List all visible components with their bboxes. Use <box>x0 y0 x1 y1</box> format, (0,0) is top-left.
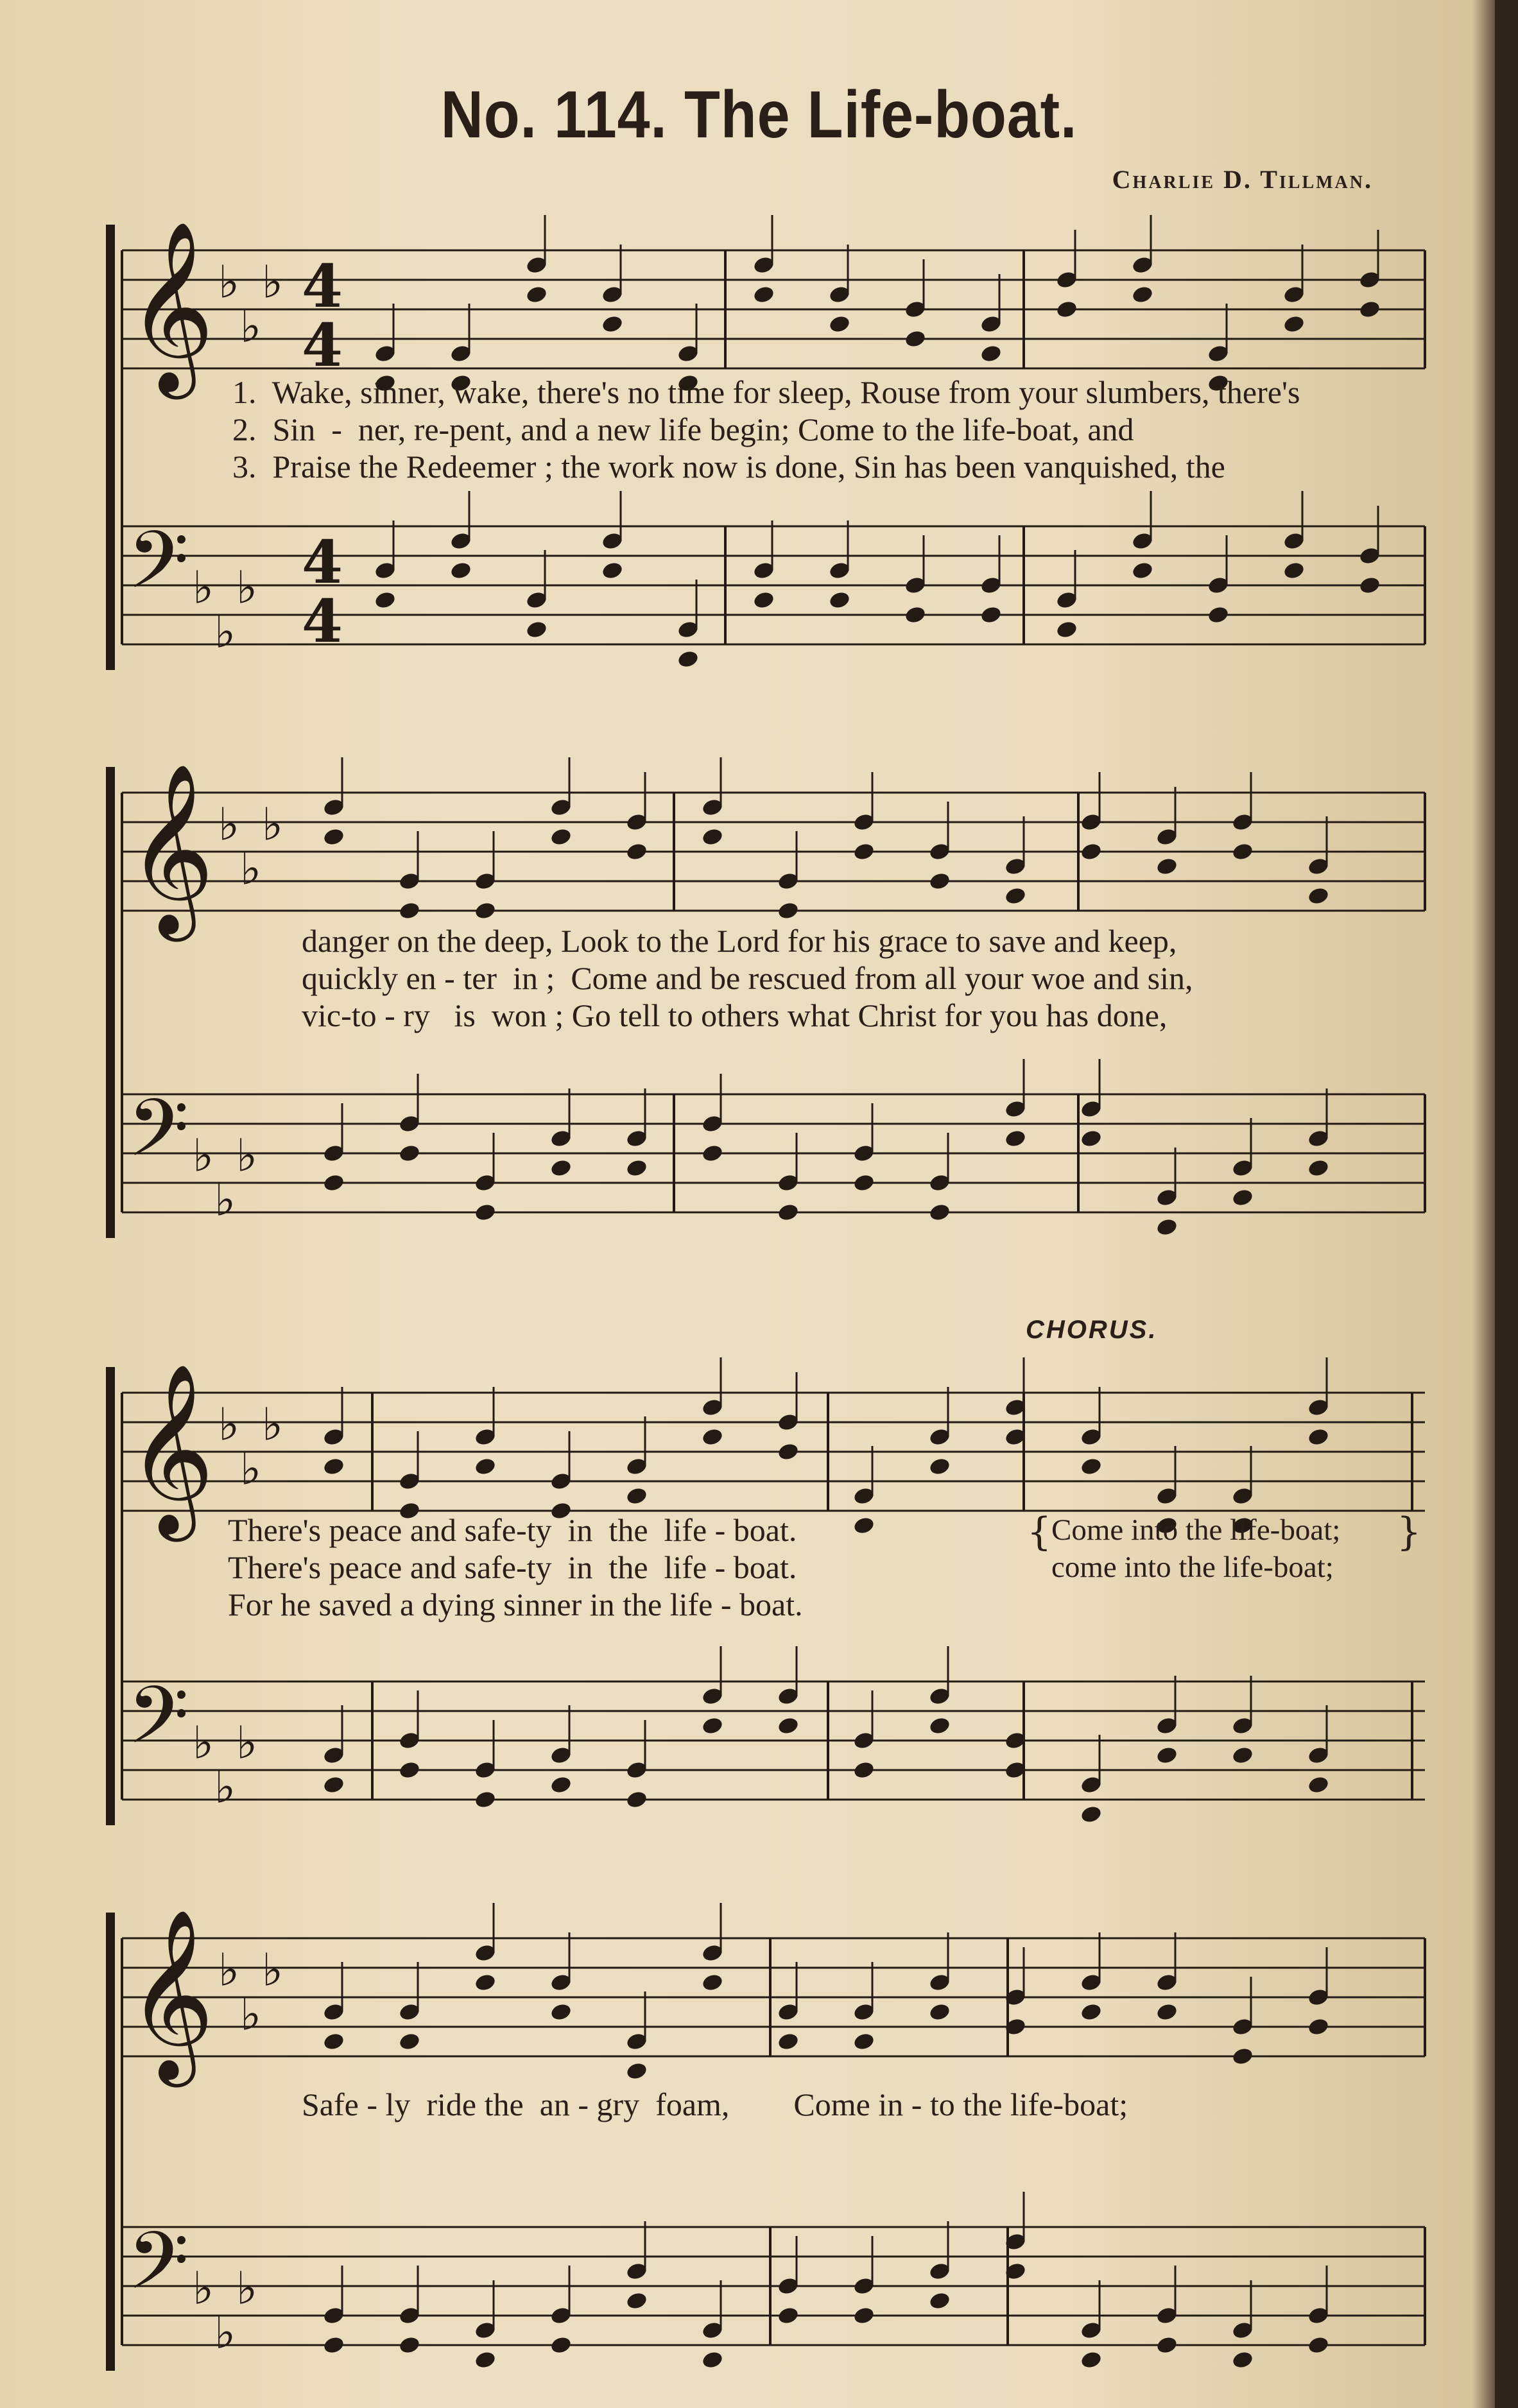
bass-clef-icon: 𝄢 <box>127 1669 189 1782</box>
note-head <box>1004 1129 1027 1149</box>
note-head <box>701 827 724 847</box>
note-head <box>1155 857 1178 877</box>
note-head <box>852 1516 875 1536</box>
brace-left: { <box>1027 1509 1052 1554</box>
note-head <box>828 314 851 334</box>
hymn-title: No. 114. The Life-boat. <box>440 78 1078 152</box>
book-edge <box>1495 0 1518 2408</box>
note-head <box>701 1427 724 1447</box>
lyric-verse-2: quickly en - ter in ; Come and be rescued from all your woe and sin, <box>302 960 1193 996</box>
note-head <box>701 1144 724 1164</box>
note-head <box>677 649 700 669</box>
lyric-line-2: There's peace and safe-ty in the life - boat. <box>228 1549 797 1585</box>
note-head <box>928 872 951 891</box>
note-head <box>1307 1427 1330 1447</box>
lyric-verse-1: 1. Wake, sinner, wake, there's no time for sleep, Rouse from your slumbers, there's <box>232 374 1300 410</box>
note-head <box>904 329 927 349</box>
note-head <box>1358 300 1381 320</box>
lyric-verse-3: vic-to - ry is won ; Go tell to others what Christ for you has done, <box>302 997 1168 1033</box>
note-head <box>701 2350 724 2370</box>
note-head <box>928 2291 951 2311</box>
note-head <box>1080 1457 1103 1477</box>
note-head <box>474 2350 497 2370</box>
staff-lines <box>122 793 1425 911</box>
note-head <box>1080 2350 1103 2370</box>
note-head <box>1231 1746 1254 1766</box>
staff-lines <box>122 1094 1425 1212</box>
note-head <box>601 561 624 581</box>
flat-sign: ♭ <box>218 255 240 309</box>
flat-sign: ♭ <box>236 2262 258 2315</box>
note-head <box>1307 886 1330 906</box>
flat-sign: ♭ <box>236 561 258 614</box>
flat-sign: ♭ <box>236 1129 258 1182</box>
note-head <box>752 590 775 610</box>
note-head <box>625 842 648 862</box>
note-head <box>1282 561 1306 581</box>
flat-sign: ♭ <box>214 1173 236 1226</box>
note-head <box>1231 2047 1254 2067</box>
note-head <box>1131 285 1154 305</box>
note-head <box>322 827 345 847</box>
flat-sign: ♭ <box>193 1716 214 1769</box>
note-head <box>374 590 397 610</box>
time-signature-bottom: 4 <box>302 587 343 656</box>
flat-sign: ♭ <box>214 605 236 658</box>
note-head <box>625 1790 648 1810</box>
flat-sign: ♭ <box>218 798 240 851</box>
note-head <box>322 2335 345 2355</box>
note-head <box>474 1790 497 1810</box>
lyric-verse-2: 2. Sin - ner, re-pent, and a new life begin; Come to the life-boat, and <box>232 411 1134 447</box>
note-head <box>928 1457 951 1477</box>
note-head <box>322 1173 345 1193</box>
note-head <box>625 1158 648 1178</box>
flat-sign: ♭ <box>262 798 284 851</box>
note-head <box>928 2002 951 2022</box>
lyric-line-3: For he saved a dying sinner in the life - boat. <box>228 1587 803 1622</box>
note-head <box>777 2306 800 2326</box>
bass-clef-icon: 𝄢 <box>127 2215 189 2327</box>
note-head <box>322 2032 345 2052</box>
note-head <box>1080 1129 1103 1149</box>
note-head <box>852 1173 875 1193</box>
note-head <box>1080 1805 1103 1825</box>
staff-lines <box>122 2227 1425 2345</box>
note-head <box>474 1203 497 1223</box>
note-head <box>852 2306 875 2326</box>
flat-sign: ♭ <box>193 561 214 614</box>
note-head <box>828 590 851 610</box>
bass-clef-icon: 𝄢 <box>127 514 189 626</box>
note-head <box>1155 2002 1178 2022</box>
note-head <box>852 2032 875 2052</box>
note-head <box>777 901 800 921</box>
brace-right: } <box>1397 1509 1422 1554</box>
note-head <box>701 1973 724 1993</box>
note-head <box>1282 314 1306 334</box>
flat-sign: ♭ <box>240 1442 262 1495</box>
music-system-4 <box>0 1893 1496 2381</box>
music-system-2 <box>0 754 1496 1268</box>
note-head <box>777 2032 800 2052</box>
note-head <box>398 1760 421 1780</box>
treble-clef-icon: 𝄞 <box>127 1363 214 1535</box>
note-head <box>904 605 927 625</box>
note-head <box>625 1486 648 1506</box>
lyric-verse-3: 3. Praise the Redeemer ; the work now is done, Sin has been vanquished, the <box>232 449 1225 485</box>
note-head <box>928 1716 951 1736</box>
note-head <box>549 827 573 847</box>
note-head <box>1307 2335 1330 2355</box>
staff-lines <box>122 1938 1425 2056</box>
note-head <box>852 842 875 862</box>
note-head <box>1080 842 1103 862</box>
note-head <box>1231 1188 1254 1208</box>
note-head <box>1307 1775 1330 1795</box>
composer-credit: Charlie D. Tillman. <box>1112 165 1373 194</box>
treble-clef-icon: 𝄞 <box>127 762 214 934</box>
staff-lines <box>122 1393 1425 1511</box>
note-head <box>549 1775 573 1795</box>
note-head <box>1231 842 1254 862</box>
flat-sign: ♭ <box>236 1716 258 1769</box>
lyric-line-1: There's peace and safe-ty in the life - boat. <box>228 1512 797 1548</box>
flat-sign: ♭ <box>262 255 284 309</box>
note-head <box>322 1457 345 1477</box>
bass-clef-icon: 𝄢 <box>127 1082 189 1194</box>
flat-sign: ♭ <box>218 1398 240 1451</box>
note-head <box>777 1716 800 1736</box>
note-head <box>474 1973 497 1993</box>
music-system-3 <box>0 1316 1496 1829</box>
treble-clef-icon: 𝄞 <box>127 1908 214 2080</box>
note-head <box>398 1144 421 1164</box>
note-head <box>852 1760 875 1780</box>
flat-sign: ♭ <box>240 1988 262 2041</box>
note-head <box>1004 886 1027 906</box>
score-system-4 <box>0 1893 1496 2381</box>
note-head <box>1080 2002 1103 2022</box>
note-head <box>625 2291 648 2311</box>
note-head <box>777 1442 800 1462</box>
note-head <box>1358 576 1381 596</box>
note-head <box>625 2061 648 2081</box>
note-head <box>979 605 1003 625</box>
note-head <box>1155 2335 1178 2355</box>
staff-lines <box>122 1681 1425 1800</box>
treble-clef-icon: 𝄞 <box>127 220 214 392</box>
flat-sign: ♭ <box>262 1943 284 1997</box>
note-head <box>1055 300 1078 320</box>
note-head <box>322 1775 345 1795</box>
note-head <box>1231 2350 1254 2370</box>
flat-sign: ♭ <box>214 2306 236 2359</box>
note-head <box>1155 1217 1178 1237</box>
note-head <box>449 561 472 581</box>
time-signature-top: 4 <box>302 252 343 321</box>
lyric-line-1: Safe - ly ride the an - gry foam, Come in - to the life-boat; <box>302 2086 1128 2122</box>
flat-sign: ♭ <box>218 1943 240 1997</box>
note-head <box>1131 561 1154 581</box>
note-head <box>525 620 548 640</box>
note-head <box>1055 620 1078 640</box>
note-head <box>474 1457 497 1477</box>
note-head <box>525 285 548 305</box>
note-head <box>1207 605 1230 625</box>
refrain-line-1: Come into the life-boat; <box>1051 1513 1341 1547</box>
note-head <box>474 901 497 921</box>
flat-sign: ♭ <box>193 2262 214 2315</box>
note-head <box>752 285 775 305</box>
note-head <box>398 901 421 921</box>
lyric-verse-1: danger on the deep, Look to the Lord for his grace to save and keep, <box>302 923 1177 959</box>
refrain-line-2: come into the life-boat; <box>1051 1551 1334 1584</box>
note-head <box>777 1203 800 1223</box>
note-head <box>601 314 624 334</box>
chorus-label: CHORUS. <box>1026 1316 1158 1344</box>
note-head <box>1307 1158 1330 1178</box>
note-head <box>549 1158 573 1178</box>
note-head <box>398 2335 421 2355</box>
flat-sign: ♭ <box>240 842 262 895</box>
flat-sign: ♭ <box>240 300 262 353</box>
music-system-1 <box>0 212 1496 700</box>
note-head <box>1307 2017 1330 2037</box>
note-head <box>1155 1746 1178 1766</box>
flat-sign: ♭ <box>262 1398 284 1451</box>
note-head <box>928 1203 951 1223</box>
note-head <box>701 1716 724 1736</box>
note-head <box>549 2335 573 2355</box>
note-head <box>398 2032 421 2052</box>
time-signature-top: 4 <box>302 528 343 597</box>
flat-sign: ♭ <box>214 1760 236 1814</box>
note-head <box>979 344 1003 364</box>
note-head <box>549 2002 573 2022</box>
flat-sign: ♭ <box>193 1129 214 1182</box>
time-signature-bottom: 4 <box>302 311 343 380</box>
